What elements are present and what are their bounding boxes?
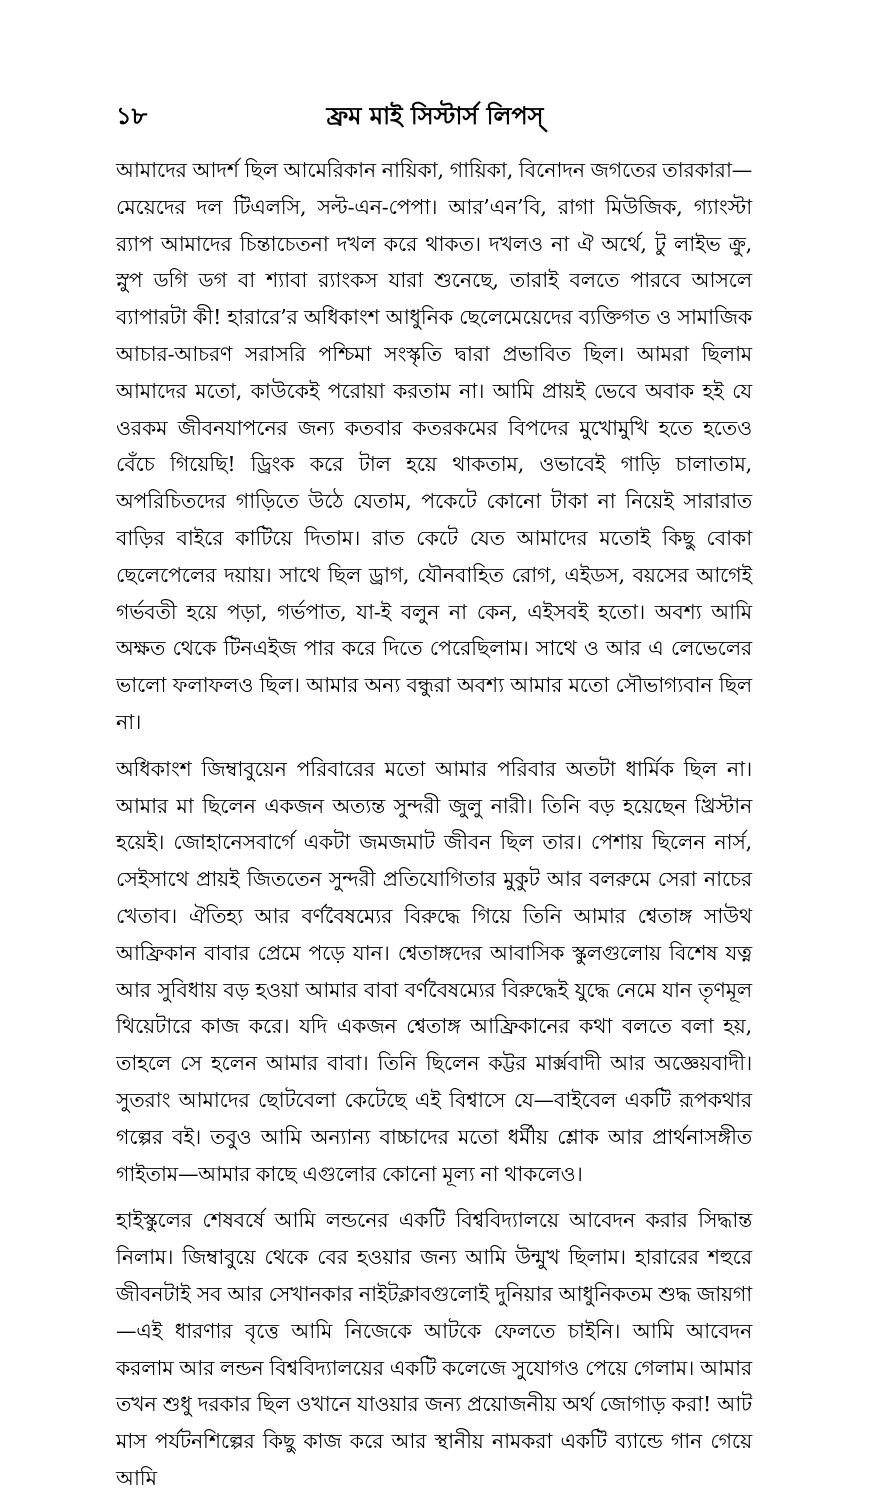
paragraph-2: অধিকাংশ জিম্বাবুয়েন পরিবারের মতো আমার পরিবার অতটা ধার্মিক ছিল না। আমার মা ছিলেন একজন অত্যন্ত সুন্দরী জুলু নারী। তিনি বড় হয়েছেন খ্রিস্টান হয়েই। জোহানেসবার্গে একটা জমজমাট জীবন ছিল তার। পেশায় ছিলেন নার্স, সেইসাথে প্রায়ই জিততেন সুন্দরী প্রতিযোগিতার মুকুট আর বলরুমে সেরা নাচের খেতাব। ঐতিহ্য আর বর্ণবৈষম্যের বিরুদ্ধে গিয়ে তিনি আমার শ্বেতাঙ্গ সাউথ আফ্রিকান বাবার প্রেমে পড়ে যান। শ্বেতাঙ্গদের আবাসিক স্কুলগুলোয় বিশেষ যত্ন আর সুবিধায় বড় হওয়া আমার বাবা বর্ণবৈষম্যের বিরুদ্ধেই যুদ্ধে নেমে যান তৃণমূল থিয়েটারে কাজ করে। যদি একজন শ্বেতাঙ্গ আফ্রিকানের কথা বলতে বলা হয়, তাহলে সে হলেন আমার বাবা। তিনি ছিলেন কট্টর মার্ক্সবাদী আর অজ্ঞেয়বাদী। সুতরাং আমাদের ছোটবেলা কেটেছে এই বিশ্বাসে যে—বাইবেল একটি রূপকথার গল্পের বই। তবুও আমি অন্যান্য বাচ্চাদের মতো ধর্মীয় শ্লোক আর প্রার্থনাসঙ্গীত গাইতাম—আমার কাছে এগুলোর কোনো মূল্য না থাকলেও। [116,756,752,1186]
page-number: ১৮ [116,101,148,130]
running-title: ফ্রম মাই সিস্টার্স লিপস্ [326,101,544,130]
body-text [116,152,752,1507]
paragraph-3: হাইস্কুলের শেষবর্ষে আমি লন্ডনের একটি বিশ্ববিদ্যালয়ে আবেদন করার সিদ্ধান্ত নিলাম। জিম্বাবুয়ে থেকে বের হওয়ার জন্য আমি উন্মুখ ছিলাম। হারারের শহুরে জীবনটাই সব আর সেখানকার নাইটক্লাবগুলোই দুনিয়ার আধুনিকতম শুদ্ধ জায়গা—এই ধারণার বৃত্তে আমি নিজেকে আটকে ফেলতে চাইনি। আমি আবেদন করলাম আর লন্ডন বিশ্ববিদ্যালয়ের একটি কলেজে সুযোগও পেয়ে গেলাম। আমার তখন শুধু দরকার ছিল ওখানে যাওয়ার জন্য প্রয়োজনীয় অর্থ জোগাড় করা! আট মাস পর্যটনশিল্পের কিছু কাজ করে আর স্থানীয় নামকরা একটি ব্যান্ডে গান গেয়ে আমি [116,1208,752,1490]
paragraph-1: আমাদের আদর্শ ছিল আমেরিকান নায়িকা, গায়িকা, বিনোদন জগতের তারকারা—মেয়েদের দল টিএলসি, সল্ট-এন-পেপা। আর’এন’বি, রাগা মিউজিক, গ্যাংস্টা র‍্যাপ আমাদের চিন্তাচেতনা দখল করে থাকত। দখলও না ঐ অর্থে, টু লাইভ ক্রু, স্নুপ ডগি ডগ বা শ্যাবা র‍্যাংকস যারা শুনেছে, তারাই বলতে পারবে আসলে ব্যাপারটা কী! হারারে’র অধিকাংশ আধুনিক ছেলেমেয়েদের ব্যক্তিগত ও সামাজিক আচার-আচরণ সরাসরি পশ্চিমা সংস্কৃতি দ্বারা প্রভাবিত ছিল। আমরা ছিলাম আমাদের মতো, কাউকেই পরোয়া করতাম না। আমি প্রায়ই ভেবে অবাক হই যে ওরকম জীবনযাপনের জন্য কতবার কতরকমের বিপদের মুখোমুখি হতে হতেও বেঁচে গিয়েছি! ড্রিংক করে টাল হয়ে থাকতাম, ওভাবেই গাড়ি চালাতাম, অপরিচিতদের গাড়িতে উঠে যেতাম, পকেটে কোনো টাকা না নিয়েই সারারাত বাড়ির বাইরে কাটিয়ে দিতাম। রাত কেটে যেত আমাদের মতোই কিছু বোকা ছেলেপেলের দয়ায়। সাথে ছিল ড্রাগ, যৌনবাহিত রোগ, এইডস, বয়সের আগেই গর্ভবতী হয়ে পড়া, গর্ভপাত, যা-ই বলুন না কেন, এইসবই হতো। অবশ্য আমি অক্ষত থেকে টিনএইজ পার করে দিতে পেরেছিলাম। সাথে ও আর এ লেভেলের ভালো ফলাফলও ছিল। আমার অন্য বন্ধুরা অবশ্য আমার মতো সৌভাগ্যবান ছিল না। [116,158,752,734]
page-header [0,96,870,136]
